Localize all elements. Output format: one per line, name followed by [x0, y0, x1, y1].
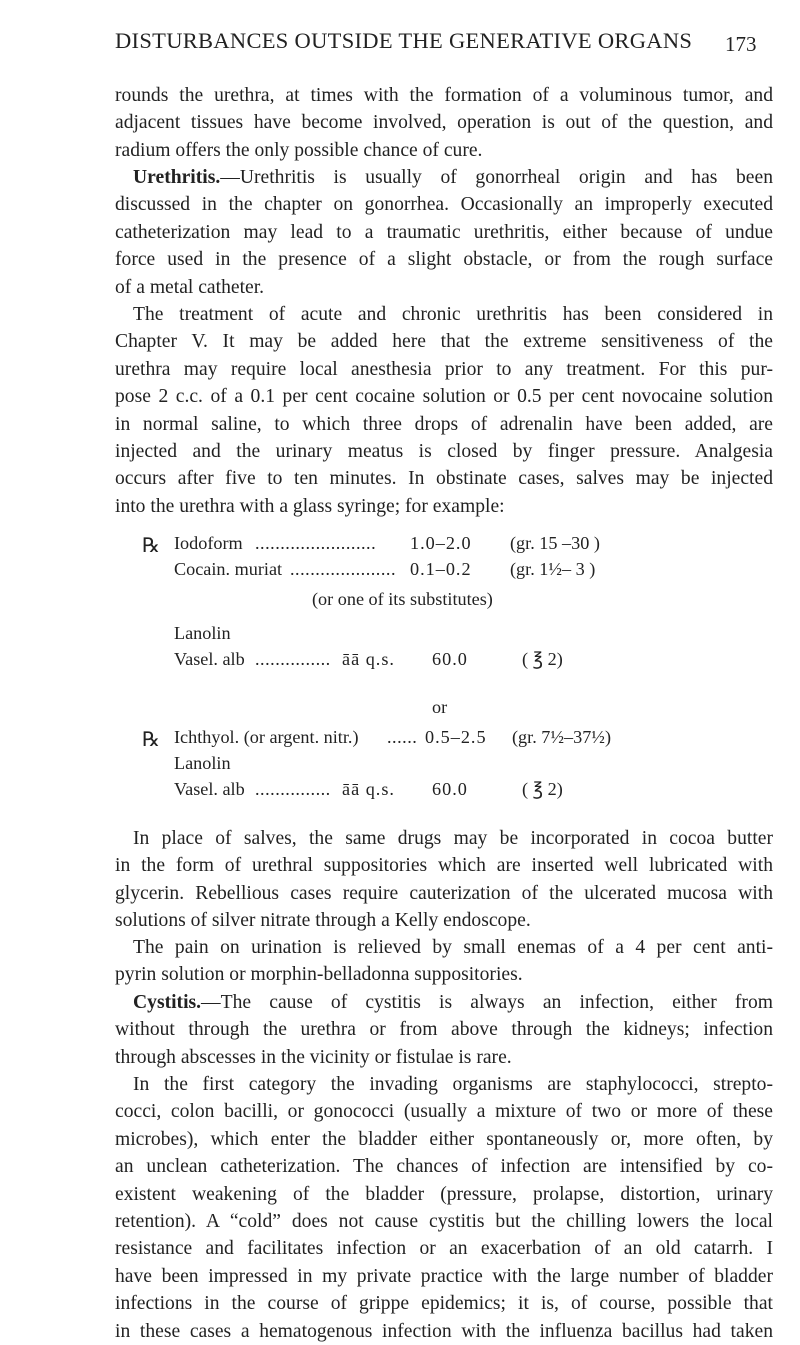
section-heading-urethritis: Urethritis. — [133, 167, 221, 188]
drug-equivalent: ( ℥ 2) — [522, 649, 563, 669]
paragraph-suppositories — [115, 825, 773, 935]
drug-quantity: āā q.s. — [342, 779, 395, 799]
text-line: radium offers the only possible chance of cure. — [115, 139, 483, 161]
prescription-row — [142, 559, 702, 585]
prescription-row — [142, 649, 702, 675]
text-line: pose 2 c.c. of a 0.1 per cent cocaine solution or 0.5 per cent novocaine solution — [115, 386, 773, 408]
or-separator: or — [432, 697, 448, 717]
text-line: in the form of urethral suppositories which are inserted well lubricated with — [115, 855, 773, 877]
prescription-note: (or one of its substitutes) — [312, 589, 493, 609]
text-line: retention). A “cold” does not cause cystitis but the chilling lowers the local — [115, 1210, 773, 1232]
drug-name: Ichthyol. (or argent. nitr.) — [174, 727, 359, 747]
drug-quantity: 0.5–2.5 — [425, 727, 487, 747]
drug-name: Cocain. muriat — [174, 559, 283, 579]
running-head: DISTURBANCES OUTSIDE THE GENERATIVE ORGANS — [115, 28, 693, 53]
dot-leader: ............... — [255, 649, 331, 669]
drug-equivalent: (gr. 15 –30 ) — [510, 533, 600, 553]
text-line: an unclean catheterization. The chances of infection are intensified by co- — [115, 1156, 773, 1178]
text-line: have been impressed in my private practice with the large number of bladder — [115, 1265, 773, 1287]
text-line: The treatment of acute and chronic urethritis has been considered in — [133, 304, 773, 325]
paragraph-urethritis — [115, 164, 773, 301]
text-line: solutions of silver nitrate through a Kelly endoscope. — [115, 910, 531, 932]
text-line: urethra may require local anesthesia prior to any treatment. For this pur- — [115, 358, 773, 380]
text-line: pyrin solution or morphin-belladonna suppositories. — [115, 964, 523, 986]
page-number: 173 — [725, 32, 757, 56]
text-line — [115, 989, 773, 1016]
drug-name: Iodoform — [174, 533, 243, 553]
text-line: catheterization may lead to a traumatic urethritis, either because of undue — [115, 221, 773, 243]
prescription-2 — [142, 727, 702, 807]
text-line: injected and the urinary meatus is closed by finger pressure. Analgesia — [115, 440, 773, 462]
text-run: —The cause of cystitis is always an infection, either from — [201, 992, 773, 1013]
page-header — [0, 28, 800, 58]
paragraph-cystitis — [115, 989, 773, 1071]
drug-name: Lanolin — [174, 753, 231, 773]
drug-equivalent: (gr. 1½– 3 ) — [510, 559, 596, 579]
recipe-symbol: ℞ — [142, 535, 160, 557]
text-line: resistance and facilitates infection or an exacerbation of an old catarrh. I — [115, 1238, 773, 1260]
text-line: existent weakening of the bladder (pressure, prolapse, distortion, urinary — [115, 1183, 773, 1205]
text-line: In the first category the invading organisms are staphylococci, strepto- — [133, 1074, 773, 1095]
dot-leader: ...... — [387, 727, 418, 747]
text-line: infections in the course of grippe epidemics; it is, of course, possible that — [115, 1293, 773, 1315]
dot-leader: ..................... — [290, 559, 396, 579]
text-line: cocci, colon bacilli, or gonococci (usually a mixture of two or more of these — [115, 1101, 773, 1123]
drug-name: Vasel. alb — [174, 779, 245, 799]
drug-equivalent: ( ℥ 2) — [522, 779, 563, 799]
text-line: of a metal catheter. — [115, 276, 265, 298]
text-line: occurs after five to ten minutes. In obstinate cases, salves may be injected — [115, 468, 773, 490]
drug-quantity: āā q.s. — [342, 649, 395, 669]
text-line: discussed in the chapter on gonorrhea. Occasionally an improperly executed — [115, 194, 773, 216]
recipe-symbol: ℞ — [142, 729, 160, 751]
paragraph-tumor — [115, 82, 773, 164]
prescription-row — [142, 779, 702, 805]
paragraph-treatment — [115, 301, 773, 520]
prescription-note-row — [142, 589, 702, 615]
text-line: microbes), which enter the bladder either spontaneously or, more often, by — [115, 1128, 773, 1150]
prescription-1 — [142, 533, 702, 693]
text-line — [115, 164, 773, 191]
prescription-separator — [142, 697, 702, 723]
text-line: in normal saline, to which three drops of adrenalin have been added, are — [115, 413, 773, 435]
prescription-row — [142, 727, 702, 753]
text-line: into the urethra with a glass syringe; for example: — [115, 495, 505, 517]
text-line: glycerin. Rebellious cases require cauterization of the ulcerated mucosa with — [115, 882, 773, 904]
drug-quantity: 0.1–0.2 — [410, 559, 472, 579]
prescription-row — [142, 623, 702, 649]
paragraph-pain — [115, 934, 773, 989]
drug-amount: 60.0 — [432, 779, 468, 799]
dot-leader: ............... — [255, 779, 331, 799]
text-line: through abscesses in the vicinity or fistulae is rare. — [115, 1046, 512, 1068]
drug-name: Lanolin — [174, 623, 231, 643]
dot-leader: ........................ — [255, 533, 377, 553]
prescription-row — [142, 533, 702, 559]
text-line: rounds the urethra, at times with the formation of a voluminous tumor, and — [115, 85, 773, 106]
text-line: in these cases a hematogenous infection with the influenza bacillus had taken — [115, 1320, 773, 1342]
drug-quantity: 1.0–2.0 — [410, 533, 472, 553]
text-line: adjacent tissues have become involved, operation is out of the question, and — [115, 112, 773, 134]
prescription-row — [142, 753, 702, 779]
text-run: —Urethritis is usually of gonorrheal origin and has been — [220, 167, 773, 188]
drug-equivalent: (gr. 7½–37½) — [512, 727, 612, 747]
drug-name: Vasel. alb — [174, 649, 245, 669]
text-line: Chapter V. It may be added here that the extreme sensitiveness of the — [115, 331, 773, 353]
drug-amount: 60.0 — [432, 649, 468, 669]
section-heading-cystitis: Cystitis. — [133, 992, 202, 1013]
text-line: force used in the presence of a slight obstacle, or from the rough surface — [115, 249, 773, 271]
text-line: The pain on urination is relieved by small enemas of a 4 per cent anti- — [133, 937, 773, 958]
paragraph-organisms — [115, 1071, 773, 1345]
text-line: without through the urethra or from above through the kidneys; infection — [115, 1019, 773, 1041]
text-line: In place of salves, the same drugs may be incorporated in cocoa butter — [133, 828, 773, 849]
